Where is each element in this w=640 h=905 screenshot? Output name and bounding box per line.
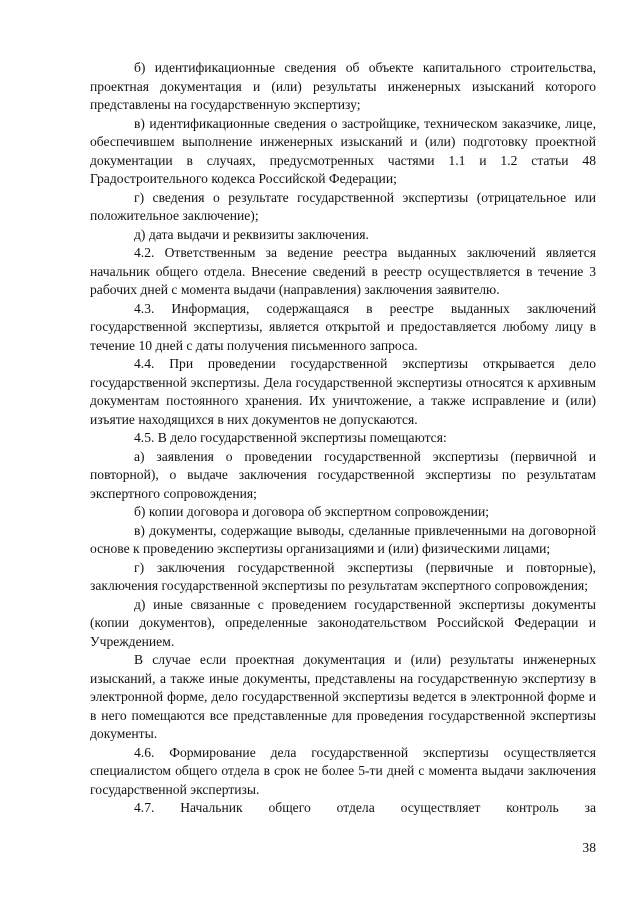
paragraph-expertise-result: г) сведения о результате государственной экспертизы (отрицательное или положительное заключение); — [90, 189, 596, 223]
list-item-v: в) документы, содержащие выводы, сделанные привлеченными на договорной основе к проведению экспертизы организациями и (или) физическими лицами; — [90, 522, 596, 556]
paragraph-4-3: 4.3. Информация, содержащаяся в реестре выданных заключений государственной экспертизы, является открытой и предоставляется любому лицу в течение 10 дней с даты получения письменного запроса. — [90, 300, 596, 353]
list-item-a: а) заявления о проведении государственной экспертизы (первичной и повторной), о выдаче заключения государственной экспертизы по результатам экспертного сопровождения; — [90, 448, 596, 501]
document-body — [90, 59, 596, 818]
paragraph-electronic-form: В случае если проектная документация и (или) результаты инженерных изысканий, а также иные документы, представлены на государственную экспертизу в электронной форме, дело государственной экспертизы ведется в электронной форме и в него помещаются все представленные для проведения государственной экспертизы документы. — [90, 652, 596, 741]
paragraph-4-7: 4.7. Начальник общего отдела осуществляет контроль за — [134, 800, 596, 815]
page-number: 38 — [582, 840, 596, 855]
paragraph-4-4: 4.4. При проведении государственной экспертизы открывается дело государственной экспертизы. Дела государственной экспертизы относятся к архивным документам постоянного хранения. Их уничтожение, а также исправление и (или) изъятие находящихся в них документов не допускаются. — [90, 356, 596, 427]
paragraph-4-2: 4.2. Ответственным за ведение реестра выданных заключений является начальник общего отдела. Внесение сведений в реестр осуществляется в течение 3 рабочих дней с момента выдачи (направления) заключения заявителю. — [90, 245, 596, 297]
list-item-d: д) иные связанные с проведением государственной экспертизы документы (копии документов), определенные законодательством Российской Федерации и Учреждением. — [90, 596, 596, 649]
paragraph-identification-object: б) идентификационные сведения об объекте капитального строительства, проектная документация и (или) результаты инженерных изысканий которого представлены на государственную экспертизу; — [90, 60, 596, 112]
list-item-b: б) копии договора и договора об экспертном сопровождении; — [134, 504, 489, 519]
paragraph-4-5: 4.5. В дело государственной экспертизы помещаются: — [134, 430, 447, 445]
paragraph-4-6: 4.6. Формирование дела государственной экспертизы осуществляется специалистом общего отдела в срок не более 5-ти дней с момента выдачи заключения государственной экспертизы. — [90, 744, 596, 797]
paragraph-identification-developer: в) идентификационные сведения о застройщике, техническом заказчике, лице, обеспечившем выполнение инженерных изысканий и (или) подготовку проектной документации в случаях, предусмотренных частями 1.1 и 1.2 статьи 48 Градостроительного кодекса Российской Федерации; — [90, 115, 596, 186]
list-item-g: г) заключения государственной экспертизы (первичные и повторные), заключения государственной экспертизы по результатам экспертного сопровождения; — [90, 559, 596, 593]
paragraph-issue-date: д) дата выдачи и реквизиты заключения. — [134, 226, 369, 242]
